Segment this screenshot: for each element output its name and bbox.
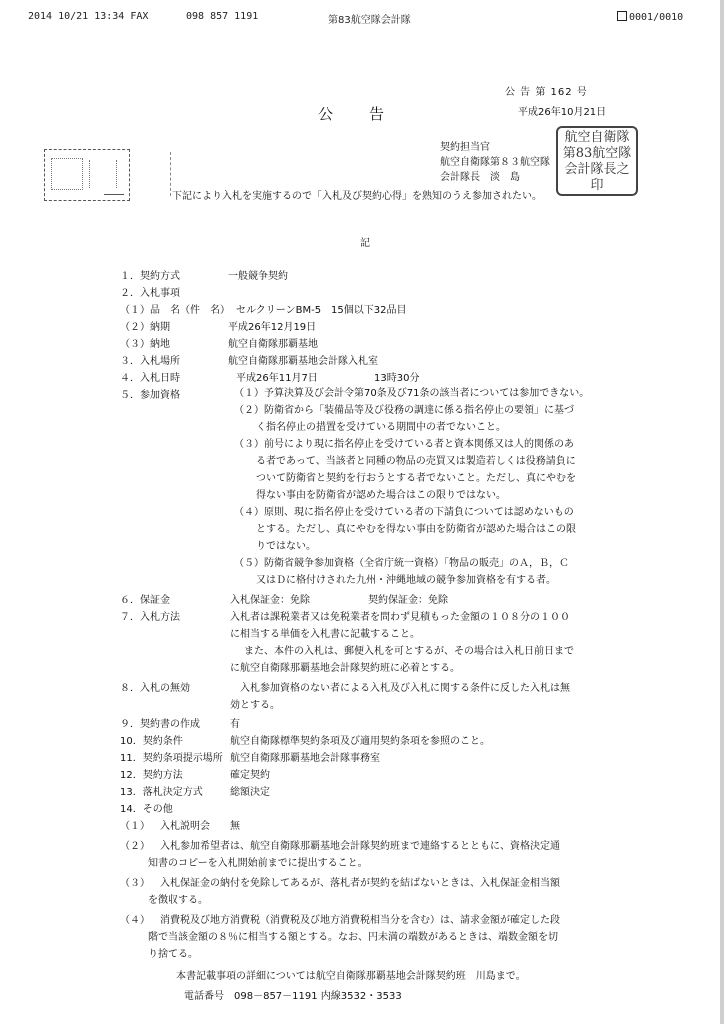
footer-phone: 電話番号 098－857－1191 内線3532・3533 bbox=[184, 991, 402, 1002]
item-label: （１）品 名（件 名） bbox=[120, 305, 230, 316]
item-value: 平成26年11月7日 bbox=[236, 373, 318, 384]
official-seal-text: 航空自衛隊第83航空隊会計隊長之印 bbox=[562, 130, 632, 193]
qualification-line: 又はＤに格付けされた九州・沖縄地域の競争参加資格を有する者。 bbox=[256, 575, 556, 586]
item-value: セルクリーンBM-5 15個以下32品目 bbox=[236, 305, 407, 316]
qualification-line: く指名停止の措置を受けている期間中の者でないこと。 bbox=[256, 422, 506, 433]
item-label: ７．入札方法 bbox=[120, 612, 180, 623]
page-title: 公 告 bbox=[318, 105, 387, 123]
item-label: （３）納地 bbox=[120, 339, 170, 350]
qualification-line: （５）防衛省競争参加資格（全省庁統一資格）「物品の販売」のＡ，Ｂ，Ｃ bbox=[234, 558, 569, 569]
qualification-line: （４）原則、現に指名停止を受けている者の下請負については認めないもの bbox=[234, 507, 574, 518]
other-line: 消費税及び地方消費税（消費税及び地方消費税相当分を含む）は、請求金額が確定した段 bbox=[160, 915, 560, 926]
method-line: に航空自衛隊那覇基地会計隊契約班に必着とする。 bbox=[230, 663, 460, 674]
notice-number: 公 告 第 162 号 bbox=[505, 87, 588, 98]
qualification-line: （２）防衛省から「装備品等及び役務の調達に係る指名停止の要領」に基づ bbox=[234, 405, 574, 416]
item-value: 確定契約 bbox=[230, 770, 270, 781]
qualification-line: （３）前号により現に指名停止を受けている者と資本関係又は人的関係のあ bbox=[234, 439, 574, 450]
other-num: （３） bbox=[120, 878, 150, 889]
official-seal bbox=[556, 126, 638, 196]
item-label: 13．落札決定方式 bbox=[120, 787, 203, 798]
item-label: ４．入札日時 bbox=[120, 373, 180, 384]
item-value: 有 bbox=[230, 719, 240, 730]
item-label: 12．契約方法 bbox=[120, 770, 183, 781]
item-label: ５．参加資格 bbox=[120, 390, 180, 401]
qualification-line: 得ない事由を防衛省が認めた場合はこの限りではない。 bbox=[256, 490, 506, 501]
ki-heading: 記 bbox=[360, 238, 370, 249]
contractor-org: 航空自衛隊第８３航空隊 bbox=[440, 157, 550, 168]
qualification-line: る者であって、当該者と同種の物品の売買又は製造若しくは役務請負に bbox=[256, 456, 576, 467]
fax-page-number: 0001/0010 bbox=[629, 12, 684, 23]
item-value: 航空自衛隊標準契約条項及び適用契約条項を参照のこと。 bbox=[230, 736, 490, 747]
qualification-line: （１）予算決算及び会計令第70条及び71条の該当者については参加できない。 bbox=[234, 388, 590, 399]
intro-text: 下記により入札を実施するので「入札及び契約心得」を熟知のうえ参加されたい。 bbox=[172, 191, 542, 202]
other-line: 階で当該金額の８％に相当する額とする。なお、円未満の端数があるときは、端数金額を切 bbox=[148, 932, 558, 943]
fax-number: 098 857 1191 bbox=[186, 11, 259, 22]
scan-edge bbox=[720, 0, 724, 1024]
other-line: 知書のコピーを入札開始前までに提出すること。 bbox=[148, 858, 368, 869]
other-num: （４） bbox=[120, 915, 150, 926]
item-label: ８．入札の無効 bbox=[120, 683, 190, 694]
stamp-box-icon bbox=[89, 160, 117, 188]
item-value: 契約保証金：免除 bbox=[368, 595, 448, 606]
fax-sender: 第83航空隊会計隊 bbox=[328, 15, 411, 26]
item-value: 航空自衛隊那覇基地 bbox=[228, 339, 318, 350]
item-label: １．契約方式 bbox=[120, 271, 180, 282]
contractor-role: 契約担当官 bbox=[440, 142, 490, 153]
footer-contact: 本書記載事項の詳細については航空自衛隊那覇基地会計隊契約班 川島まで。 bbox=[176, 971, 526, 982]
item-label: 14．その他 bbox=[120, 804, 173, 815]
contractor-name: 会計隊長 淡 島 bbox=[440, 172, 520, 183]
item-value: 平成26年12月19日 bbox=[228, 322, 317, 333]
other-line: 入札説明会 無 bbox=[160, 821, 240, 832]
notice-date: 平成26年10月21日 bbox=[518, 107, 607, 118]
qualification-line: りではない。 bbox=[256, 541, 316, 552]
item-label: ６．保証金 bbox=[120, 595, 170, 606]
item-value: 入札保証金：免除 bbox=[230, 595, 310, 606]
invalid-line: 効とする。 bbox=[230, 700, 280, 711]
method-line: に相当する単価を入札書に記載すること。 bbox=[230, 629, 420, 640]
fax-page bbox=[617, 11, 683, 23]
fax-page-icon bbox=[617, 11, 627, 21]
item-label: 10．契約条件 bbox=[120, 736, 183, 747]
invalid-line: 入札参加資格のない者による入札及び入札に関する条件に反した入札は無 bbox=[240, 683, 570, 694]
divider bbox=[104, 194, 124, 195]
qualification-line: とする。ただし、真にやむを得ない事由を防衛省が認めた場合はこの限 bbox=[256, 524, 576, 535]
fax-datetime: 2014 10/21 13:34 FAX bbox=[28, 11, 149, 22]
item-value: 航空自衛隊那覇基地会計隊事務室 bbox=[230, 753, 380, 764]
item-value: 航空自衛隊那覇基地会計隊入札室 bbox=[228, 356, 378, 367]
item-label: （２）納期 bbox=[120, 322, 170, 333]
item-value: 13時30分 bbox=[374, 373, 420, 384]
other-line: 入札参加希望者は、航空自衛隊那覇基地会計隊契約班まで連絡するとともに、資格決定通 bbox=[160, 841, 560, 852]
item-value: 総額決定 bbox=[230, 787, 270, 798]
item-label: ３．入札場所 bbox=[120, 356, 180, 367]
other-line: を徴収する。 bbox=[148, 895, 208, 906]
method-line: また、本件の入札は、郵便入札を可とするが、その場合は入札日前日まで bbox=[244, 646, 574, 657]
item-label: 11．契約条項提示場所 bbox=[120, 753, 223, 764]
stamp-box-icon bbox=[51, 158, 83, 190]
item-label: ２．入札事項 bbox=[120, 288, 180, 299]
other-line: 入札保証金の納付を免除してあるが、落札者が契約を結ばないときは、入札保証金相当額 bbox=[160, 878, 560, 889]
item-value: 一般競争契約 bbox=[228, 271, 288, 282]
other-num: （１） bbox=[120, 821, 150, 832]
other-num: （２） bbox=[120, 841, 150, 852]
qualification-line: ついて防衛省と契約を行おうとする者でないこと。ただし、真にやむを bbox=[256, 473, 576, 484]
item-label: ９．契約書の作成 bbox=[120, 719, 200, 730]
method-line: 入札者は課税業者又は免税業者を問わず見積もった金額の１０８分の１００ bbox=[230, 612, 570, 623]
other-line: り捨てる。 bbox=[148, 949, 198, 960]
